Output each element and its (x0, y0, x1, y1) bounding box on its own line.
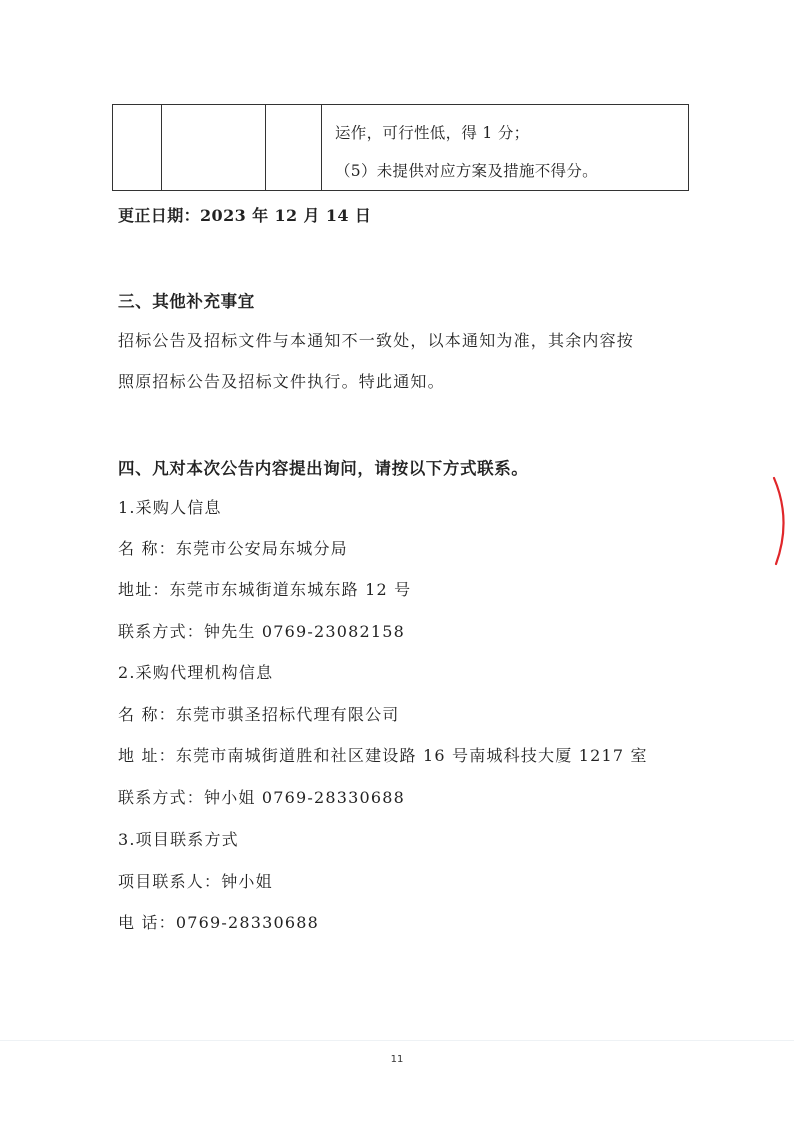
purchaser-contact: 联系方式：钟先生 0769-23082158 (118, 622, 406, 641)
section-heading: 三、其他补充事宜 (118, 292, 255, 311)
table-cell-empty (266, 105, 322, 191)
page-number: 11 (390, 1054, 404, 1065)
table-cell-criteria (322, 105, 689, 191)
subsection-title: 1.采购人信息 (118, 498, 222, 517)
table-cell-empty (113, 105, 162, 191)
paragraph-line: 招标公告及招标文件与本通知不一致处，以本通知为准，其余内容按 (118, 331, 635, 350)
footer-divider (0, 1040, 794, 1041)
purchaser-address: 地址：东莞市东城街道东城东路 12 号 (118, 580, 412, 599)
seal-fragment-icon (770, 470, 794, 570)
agency-contact: 联系方式：钟小姐 0769-28330688 (118, 788, 406, 807)
agency-name: 名 称：东莞市骐圣招标代理有限公司 (118, 705, 400, 724)
subsection-title: 3.项目联系方式 (118, 830, 239, 849)
correction-date: 更正日期：2023 年 12 月 14 日 (118, 206, 372, 225)
table-cell-empty (162, 105, 266, 191)
subsection-title: 2.采购代理机构信息 (118, 663, 274, 682)
project-contact-person: 项目联系人：钟小姐 (118, 872, 273, 891)
scoring-table-continuation (112, 104, 689, 191)
criteria-line: 运作，可行性低，得 1 分； (335, 124, 530, 142)
paragraph-line: 照原招标公告及招标文件执行。特此通知。 (118, 372, 445, 391)
agency-address: 地 址：东莞市南城街道胜和社区建设路 16 号南城科技大厦 1217 室 (118, 746, 648, 765)
project-phone: 电 话：0769-28330688 (118, 913, 320, 932)
criteria-line: （5）未提供对应方案及措施不得分。 (335, 162, 598, 180)
purchaser-name: 名 称：东莞市公安局东城分局 (118, 539, 348, 558)
section-heading: 四、凡对本次公告内容提出询问，请按以下方式联系。 (118, 459, 529, 478)
table-row (113, 105, 689, 191)
